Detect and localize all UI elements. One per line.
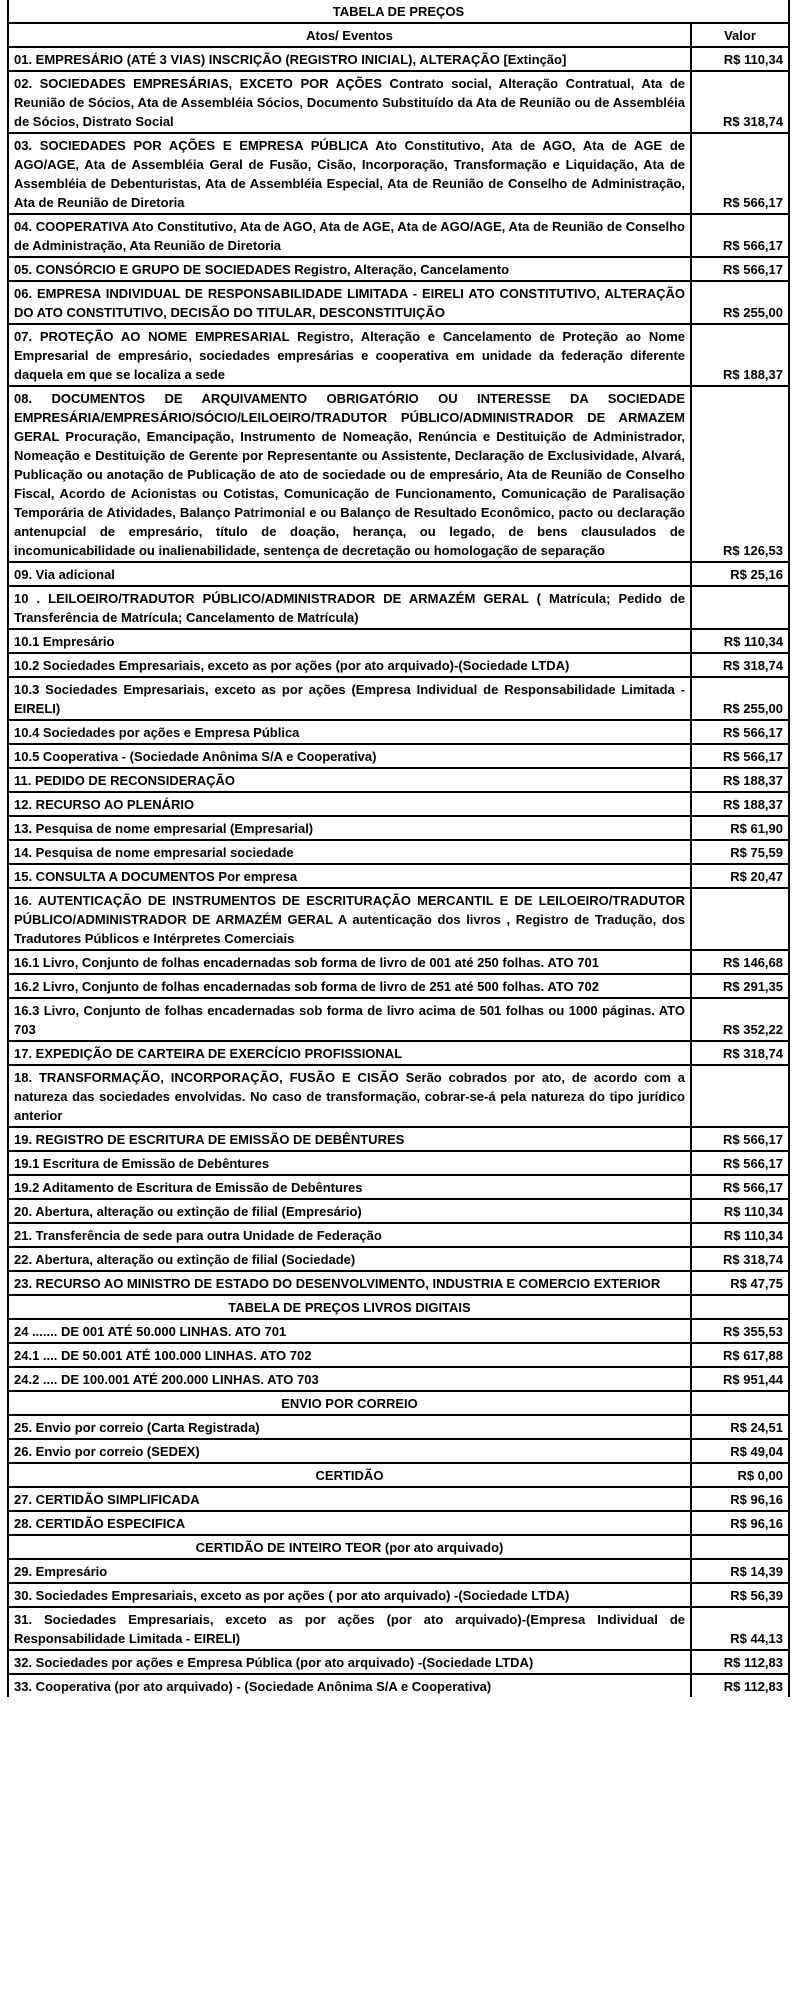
section-row <box>8 1535 789 1559</box>
row-value: R$ 355,53 <box>691 1319 789 1343</box>
row-label: 15. CONSULTA A DOCUMENTOS Por empresa <box>8 864 691 888</box>
row-value: R$ 75,59 <box>691 840 789 864</box>
page-title: TABELA DE PREÇOS <box>8 0 789 23</box>
table-row <box>8 586 789 629</box>
table-row <box>8 71 789 133</box>
table-row <box>8 1247 789 1271</box>
row-label: 18. TRANSFORMAÇÃO, INCORPORAÇÃO, FUSÃO E CISÃO Serão cobrados por ato, de acordo com a natureza das sociedades envolvidas. No caso de transformação, cobrar-se-á pela natureza do tipo jurídico anterior <box>8 1065 691 1127</box>
row-label: 24.1 .... DE 50.001 ATÉ 100.000 LINHAS. ATO 702 <box>8 1343 691 1367</box>
table-row <box>8 792 789 816</box>
row-label: 32. Sociedades por ações e Empresa Pública (por ato arquivado) -(Sociedade LTDA) <box>8 1650 691 1674</box>
row-value: R$ 61,90 <box>691 816 789 840</box>
row-value: R$ 318,74 <box>691 1041 789 1065</box>
section-title: CERTIDÃO <box>8 1463 691 1487</box>
table-row <box>8 888 789 950</box>
section-title: CERTIDÃO DE INTEIRO TEOR (por ato arquivado) <box>8 1535 691 1559</box>
table-row <box>8 386 789 562</box>
row-value: R$ 566,17 <box>691 1175 789 1199</box>
table-row <box>8 1487 789 1511</box>
row-label: 10.1 Empresário <box>8 629 691 653</box>
column-header-value: Valor <box>691 23 789 47</box>
table-row <box>8 864 789 888</box>
row-value: R$ 146,68 <box>691 950 789 974</box>
row-label: 03. SOCIEDADES POR AÇÕES E EMPRESA PÚBLICA Ato Constitutivo, Ata de AGO, Ata de AGE de AGO/AGE, Ata de Assembléia Geral de Fusão, Cisão, Incorporação, Transformação e Liquidação, Ata de Assembléia de Debenturistas, Ata de Assembléia Especial, Ata de Reunião de Conselho de Administração, Ata de Reunião de Diretoria <box>8 133 691 214</box>
section-row <box>8 1463 789 1487</box>
row-label: 19.1 Escritura de Emissão de Debêntures <box>8 1151 691 1175</box>
row-value <box>691 1295 789 1319</box>
row-value: R$ 566,17 <box>691 257 789 281</box>
row-label: 01. EMPRESÁRIO (ATÉ 3 VIAS) INSCRIÇÃO (REGISTRO INICIAL), ALTERAÇÃO [Extinção] <box>8 47 691 71</box>
table-row <box>8 950 789 974</box>
table-row <box>8 1343 789 1367</box>
row-label: 10 . LEILOEIRO/TRADUTOR PÚBLICO/ADMINISTRADOR DE ARMAZÉM GERAL ( Matrícula; Pedido de Transferência de Matrícula; Cancelamento de Matrícula) <box>8 586 691 629</box>
row-label: 16.3 Livro, Conjunto de folhas encadernadas sob forma de livro acima de 501 folhas ou 1000 páginas. ATO 703 <box>8 998 691 1041</box>
row-value: R$ 566,17 <box>691 1151 789 1175</box>
row-label: 22. Abertura, alteração ou extinção de filial (Sociedade) <box>8 1247 691 1271</box>
section-row <box>8 1391 789 1415</box>
section-title: ENVIO POR CORREIO <box>8 1391 691 1415</box>
row-value: R$ 318,74 <box>691 653 789 677</box>
row-label: 05. CONSÓRCIO E GRUPO DE SOCIEDADES Registro, Alteração, Cancelamento <box>8 257 691 281</box>
row-label: 27. CERTIDÃO SIMPLIFICADA <box>8 1487 691 1511</box>
row-value: R$ 352,22 <box>691 998 789 1041</box>
row-value: R$ 255,00 <box>691 677 789 720</box>
price-table-body <box>8 0 789 1697</box>
row-value: R$ 24,51 <box>691 1415 789 1439</box>
table-row <box>8 629 789 653</box>
row-value: R$ 126,53 <box>691 386 789 562</box>
row-label: 23. RECURSO AO MINISTRO DE ESTADO DO DESENVOLVIMENTO, INDUSTRIA E COMERCIO EXTERIOR <box>8 1271 691 1295</box>
row-value: R$ 56,39 <box>691 1583 789 1607</box>
row-value: R$ 47,75 <box>691 1271 789 1295</box>
row-value: R$ 188,37 <box>691 792 789 816</box>
table-row <box>8 1650 789 1674</box>
table-row <box>8 1271 789 1295</box>
table-row <box>8 1223 789 1247</box>
row-label: 16. AUTENTICAÇÃO DE INSTRUMENTOS DE ESCRITURAÇÃO MERCANTIL E DE LEILOEIRO/TRADUTOR PÚBLICO/ADMINISTRADOR DE ARMAZÉM GERAL A autenticação dos livros , Registro de Tradução, dos Tradutores Públicos e Intérpretes Comerciais <box>8 888 691 950</box>
table-row <box>8 1175 789 1199</box>
table-header-row <box>8 23 789 47</box>
row-value: R$ 110,34 <box>691 1199 789 1223</box>
table-row <box>8 562 789 586</box>
row-value: R$ 566,17 <box>691 214 789 257</box>
row-value: R$ 291,35 <box>691 974 789 998</box>
row-value <box>691 1535 789 1559</box>
row-value <box>691 586 789 629</box>
table-row <box>8 1415 789 1439</box>
row-label: 10.4 Sociedades por ações e Empresa Pública <box>8 720 691 744</box>
row-value: R$ 96,16 <box>691 1511 789 1535</box>
price-table-document <box>7 0 788 1697</box>
table-row <box>8 1583 789 1607</box>
table-row <box>8 1041 789 1065</box>
row-value: R$ 44,13 <box>691 1607 789 1650</box>
row-label: 10.2 Sociedades Empresariais, exceto as por ações (por ato arquivado)-(Sociedade LTDA) <box>8 653 691 677</box>
table-row <box>8 974 789 998</box>
table-row <box>8 653 789 677</box>
row-value: R$ 566,17 <box>691 720 789 744</box>
row-label: 10.5 Cooperativa - (Sociedade Anônima S/A e Cooperativa) <box>8 744 691 768</box>
row-label: 24.2 .... DE 100.001 ATÉ 200.000 LINHAS. ATO 703 <box>8 1367 691 1391</box>
row-label: 13. Pesquisa de nome empresarial (Empresarial) <box>8 816 691 840</box>
row-value: R$ 110,34 <box>691 1223 789 1247</box>
row-value: R$ 96,16 <box>691 1487 789 1511</box>
row-label: 21. Transferência de sede para outra Unidade de Federação <box>8 1223 691 1247</box>
table-row <box>8 1674 789 1697</box>
table-row <box>8 840 789 864</box>
row-value: R$ 318,74 <box>691 71 789 133</box>
row-label: 09. Via adicional <box>8 562 691 586</box>
row-value: R$ 110,34 <box>691 47 789 71</box>
row-label: 19.2 Aditamento de Escritura de Emissão de Debêntures <box>8 1175 691 1199</box>
section-row <box>8 1295 789 1319</box>
row-label: 02. SOCIEDADES EMPRESÁRIAS, EXCETO POR AÇÕES Contrato social, Alteração Contratual, Ata de Reunião de Sócios, Ata de Assembléia Sócios, Documento Substituído da Ata de Reunião ou de Assembléia de Sócios, Distrato Social <box>8 71 691 133</box>
table-row <box>8 1199 789 1223</box>
row-value: R$ 20,47 <box>691 864 789 888</box>
table-row <box>8 1127 789 1151</box>
row-label: 16.1 Livro, Conjunto de folhas encadernadas sob forma de livro de 001 até 250 folhas. ATO 701 <box>8 950 691 974</box>
section-title: TABELA DE PREÇOS LIVROS DIGITAIS <box>8 1295 691 1319</box>
table-title-row <box>8 0 789 23</box>
table-row <box>8 1559 789 1583</box>
table-row <box>8 1511 789 1535</box>
row-value: R$ 566,17 <box>691 133 789 214</box>
table-row <box>8 281 789 324</box>
table-row <box>8 677 789 720</box>
table-row <box>8 133 789 214</box>
row-value: R$ 112,83 <box>691 1650 789 1674</box>
table-row <box>8 1319 789 1343</box>
row-label: 08. DOCUMENTOS DE ARQUIVAMENTO OBRIGATÓRIO OU INTERESSE DA SOCIEDADE EMPRESÁRIA/EMPRESÁRIO/SÓCIO/LEILOEIRO/TRADUTOR PÚBLICO/ADMINISTRADOR DE ARMAZEM GERAL Procuração, Emancipação, Instrumento de Nomeação, Renúncia e Destituição de Administrador, Nomeação e Destituição de Gerente por Representante ou Assistente, Declaração de Exclusividade, Alvará, Publicação ou anotação de Publicação de ato de sociedade ou de empresário, Ata de Reunião de Conselho Fiscal, Acordo de Acionistas ou Cotistas, Comunicação de Funcionamento, Comunicação de Paralisação Temporária de Atividades, Balanço Patrimonial e ou Balanço de Resultado Econômico, pacto ou declaração antenupcial de empresário, título de doação, herança, ou legado, de bens clausulados de incomunicabilidade ou inalienabilidade, sentença de decretação ou homologação de separação <box>8 386 691 562</box>
row-value: R$ 14,39 <box>691 1559 789 1583</box>
row-value <box>691 1391 789 1415</box>
table-row <box>8 1367 789 1391</box>
row-label: 10.3 Sociedades Empresariais, exceto as por ações (Empresa Individual de Responsabilidade Limitada - EIRELI) <box>8 677 691 720</box>
row-value: R$ 188,37 <box>691 768 789 792</box>
row-value <box>691 1065 789 1127</box>
row-label: 16.2 Livro, Conjunto de folhas encadernadas sob forma de livro de 251 até 500 folhas. ATO 702 <box>8 974 691 998</box>
row-value: R$ 318,74 <box>691 1247 789 1271</box>
column-header-acts: Atos/ Eventos <box>8 23 691 47</box>
row-value: R$ 617,88 <box>691 1343 789 1367</box>
row-value: R$ 566,17 <box>691 744 789 768</box>
row-value: R$ 188,37 <box>691 324 789 386</box>
row-label: 30. Sociedades Empresariais, exceto as por ações ( por ato arquivado) -(Sociedade LTDA) <box>8 1583 691 1607</box>
row-value: R$ 49,04 <box>691 1439 789 1463</box>
row-value: R$ 951,44 <box>691 1367 789 1391</box>
row-label: 28. CERTIDÃO ESPECIFICA <box>8 1511 691 1535</box>
row-value: R$ 25,16 <box>691 562 789 586</box>
table-row <box>8 816 789 840</box>
row-label: 20. Abertura, alteração ou extinção de filial (Empresário) <box>8 1199 691 1223</box>
row-label: 17. EXPEDIÇÃO DE CARTEIRA DE EXERCÍCIO PROFISSIONAL <box>8 1041 691 1065</box>
row-value: R$ 110,34 <box>691 629 789 653</box>
row-label: 29. Empresário <box>8 1559 691 1583</box>
row-label: 14. Pesquisa de nome empresarial sociedade <box>8 840 691 864</box>
table-row <box>8 1439 789 1463</box>
row-value: R$ 112,83 <box>691 1674 789 1697</box>
row-value: R$ 0,00 <box>691 1463 789 1487</box>
row-label: 24 ....... DE 001 ATÉ 50.000 LINHAS. ATO 701 <box>8 1319 691 1343</box>
row-label: 33. Cooperativa (por ato arquivado) - (Sociedade Anônima S/A e Cooperativa) <box>8 1674 691 1697</box>
row-value: R$ 566,17 <box>691 1127 789 1151</box>
table-row <box>8 744 789 768</box>
row-label: 19. REGISTRO DE ESCRITURA DE EMISSÃO DE DEBÊNTURES <box>8 1127 691 1151</box>
table-row <box>8 1065 789 1127</box>
row-label: 31. Sociedades Empresariais, exceto as por ações (por ato arquivado)-(Empresa Individual de Responsabilidade Limitada - EIRELI) <box>8 1607 691 1650</box>
table-row <box>8 1151 789 1175</box>
row-value: R$ 255,00 <box>691 281 789 324</box>
table-row <box>8 257 789 281</box>
row-label: 11. PEDIDO DE RECONSIDERAÇÃO <box>8 768 691 792</box>
table-row <box>8 1607 789 1650</box>
table-row <box>8 324 789 386</box>
row-label: 26. Envio por correio (SEDEX) <box>8 1439 691 1463</box>
row-label: 12. RECURSO AO PLENÁRIO <box>8 792 691 816</box>
row-label: 25. Envio por correio (Carta Registrada) <box>8 1415 691 1439</box>
row-label: 06. EMPRESA INDIVIDUAL DE RESPONSABILIDADE LIMITADA - EIRELI ATO CONSTITUTIVO, ALTERAÇÃO DO ATO CONSTITUTIVO, DECISÃO DO TITULAR, DESCONSTITUIÇÃO <box>8 281 691 324</box>
row-label: 04. COOPERATIVA Ato Constitutivo, Ata de AGO, Ata de AGE, Ata de AGO/AGE, Ata de Reunião de Conselho de Administração, Ata Reunião de Diretoria <box>8 214 691 257</box>
price-table <box>7 0 790 1697</box>
table-row <box>8 214 789 257</box>
table-row <box>8 47 789 71</box>
row-value <box>691 888 789 950</box>
row-label: 07. PROTEÇÃO AO NOME EMPRESARIAL Registro, Alteração e Cancelamento de Proteção ao Nome Empresarial de empresário, sociedades empresárias e cooperativa em unidade da federação diferente daquela em que se localiza a sede <box>8 324 691 386</box>
table-row <box>8 768 789 792</box>
table-row <box>8 720 789 744</box>
table-row <box>8 998 789 1041</box>
